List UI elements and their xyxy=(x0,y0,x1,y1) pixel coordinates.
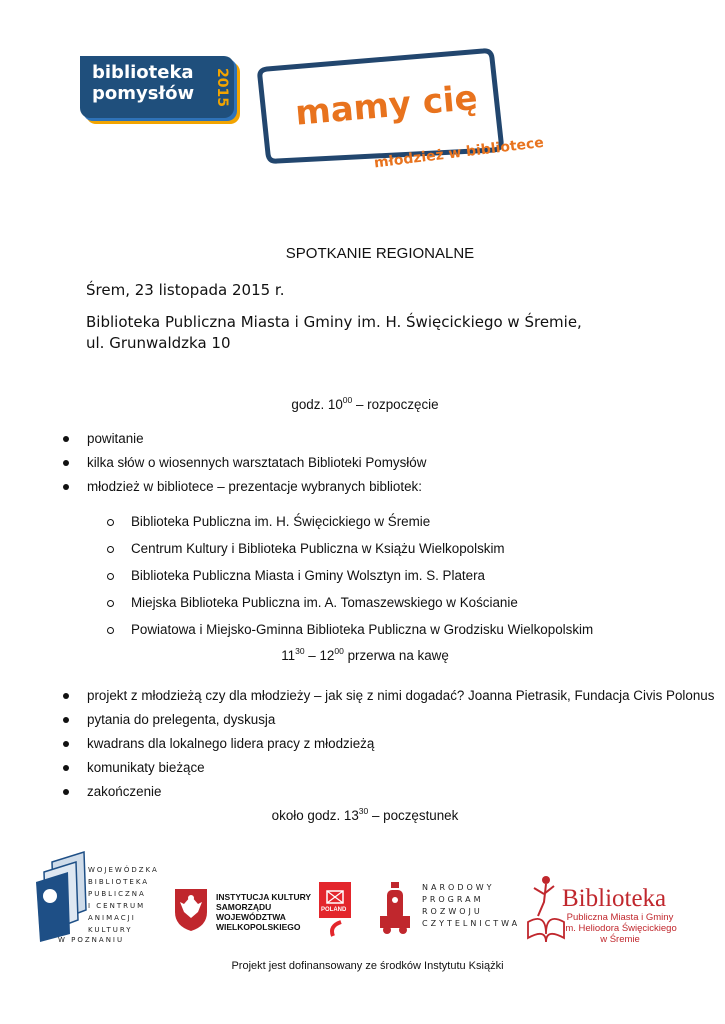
logo-bp-line2: pomysłów xyxy=(92,83,195,104)
library-list xyxy=(107,513,593,648)
meeting-title: SPOTKANIE REGIONALNE xyxy=(285,245,475,262)
logo-bp-line1: biblioteka xyxy=(92,62,194,83)
list-item: powitanie xyxy=(63,430,426,454)
list-item: kilka słów o wiosennych warsztatach Biblioteki Pomysłów xyxy=(63,454,426,478)
logo-bp-year: 2015 xyxy=(214,67,230,107)
venue-line-2: ul. Grunwaldzka 10 xyxy=(86,334,231,352)
list-item: Biblioteka Publiczna im. H. Święcickiego w Śremie xyxy=(107,513,593,540)
mamy-cie-logo xyxy=(255,45,545,172)
eagle-crest-icon xyxy=(172,886,210,932)
list-item: pytania do prelegenta, dyskusja xyxy=(63,711,714,735)
instytut-ksiazki-logo: POLAND xyxy=(319,882,351,938)
locomotive-icon xyxy=(378,882,412,936)
biblioteka-pomyslow-logo xyxy=(80,56,240,124)
list-item: komunikaty bieżące xyxy=(63,759,714,783)
list-item: młodzież w bibliotece – prezentacje wybranych bibliotek: xyxy=(63,478,426,502)
place-date: Śrem, 23 listopada 2015 r. xyxy=(86,281,285,299)
list-item: kwadrans dla lokalnego lidera pracy z młodzieżą xyxy=(63,735,714,759)
list-item: Biblioteka Publiczna Miasta i Gminy Wolsztyn im. S. Platera xyxy=(107,567,593,594)
wbp-poznan-logo: WOJEWÓDZKA BIBLIOTEKA PUBLICZNA I CENTRUM ANIMACJI KULTURY W POZNANIU xyxy=(34,852,164,944)
logo-mc-sub: młodzież w bibliotece xyxy=(373,134,545,172)
venue-line-1: Biblioteka Publiczna Miasta i Gminy im. H. Święcickiego w Śremie, xyxy=(86,313,582,331)
venue-address xyxy=(86,312,582,354)
start-time: godz. $10^{00}$ – rozpoczęcie xyxy=(291,395,439,412)
list-item: Powiatowa i Miejsko-Gminna Biblioteka Publiczna w Grodzisku Wielkopolskim xyxy=(107,621,593,648)
funding-note: Projekt jest dofinansowany ze środków Instytutu Książki xyxy=(231,960,504,972)
biblioteka-srem-logo: Biblioteka Publiczna Miasta i Gminy im. Heliodora Święcickiego w Śremie xyxy=(524,872,684,944)
closing-time: około godz. $13^{30}$ – poczęstunek xyxy=(271,806,459,823)
logo-mc-main: mamy cię xyxy=(293,77,480,134)
nprc-logo: NARODOWY PROGRAM ROZWOJU CZYTELNICTWA xyxy=(378,880,518,934)
agenda-part2 xyxy=(63,687,714,807)
coffee-break: $11^{30} - 12^{00}$ przerwa na kawę xyxy=(281,646,449,663)
list-item: Miejska Biblioteka Publiczna im. A. Tomaszewskiego w Kościanie xyxy=(107,594,593,621)
agenda-part1 xyxy=(63,430,426,502)
list-item: projekt z młodzieżą czy dla młodzieży – jak się z nimi dogadać? Joanna Pietrasik, Fundacja Civis Polonus xyxy=(63,687,714,711)
iksw-logo: INSTYTUCJA KULTURY SAMORZĄDU WOJEWÓDZTWA WIELKOPOLSKIEGO xyxy=(172,886,312,932)
list-item: Centrum Kultury i Biblioteka Publiczna w Książu Wielkopolskim xyxy=(107,540,593,567)
list-item: zakończenie xyxy=(63,783,714,807)
